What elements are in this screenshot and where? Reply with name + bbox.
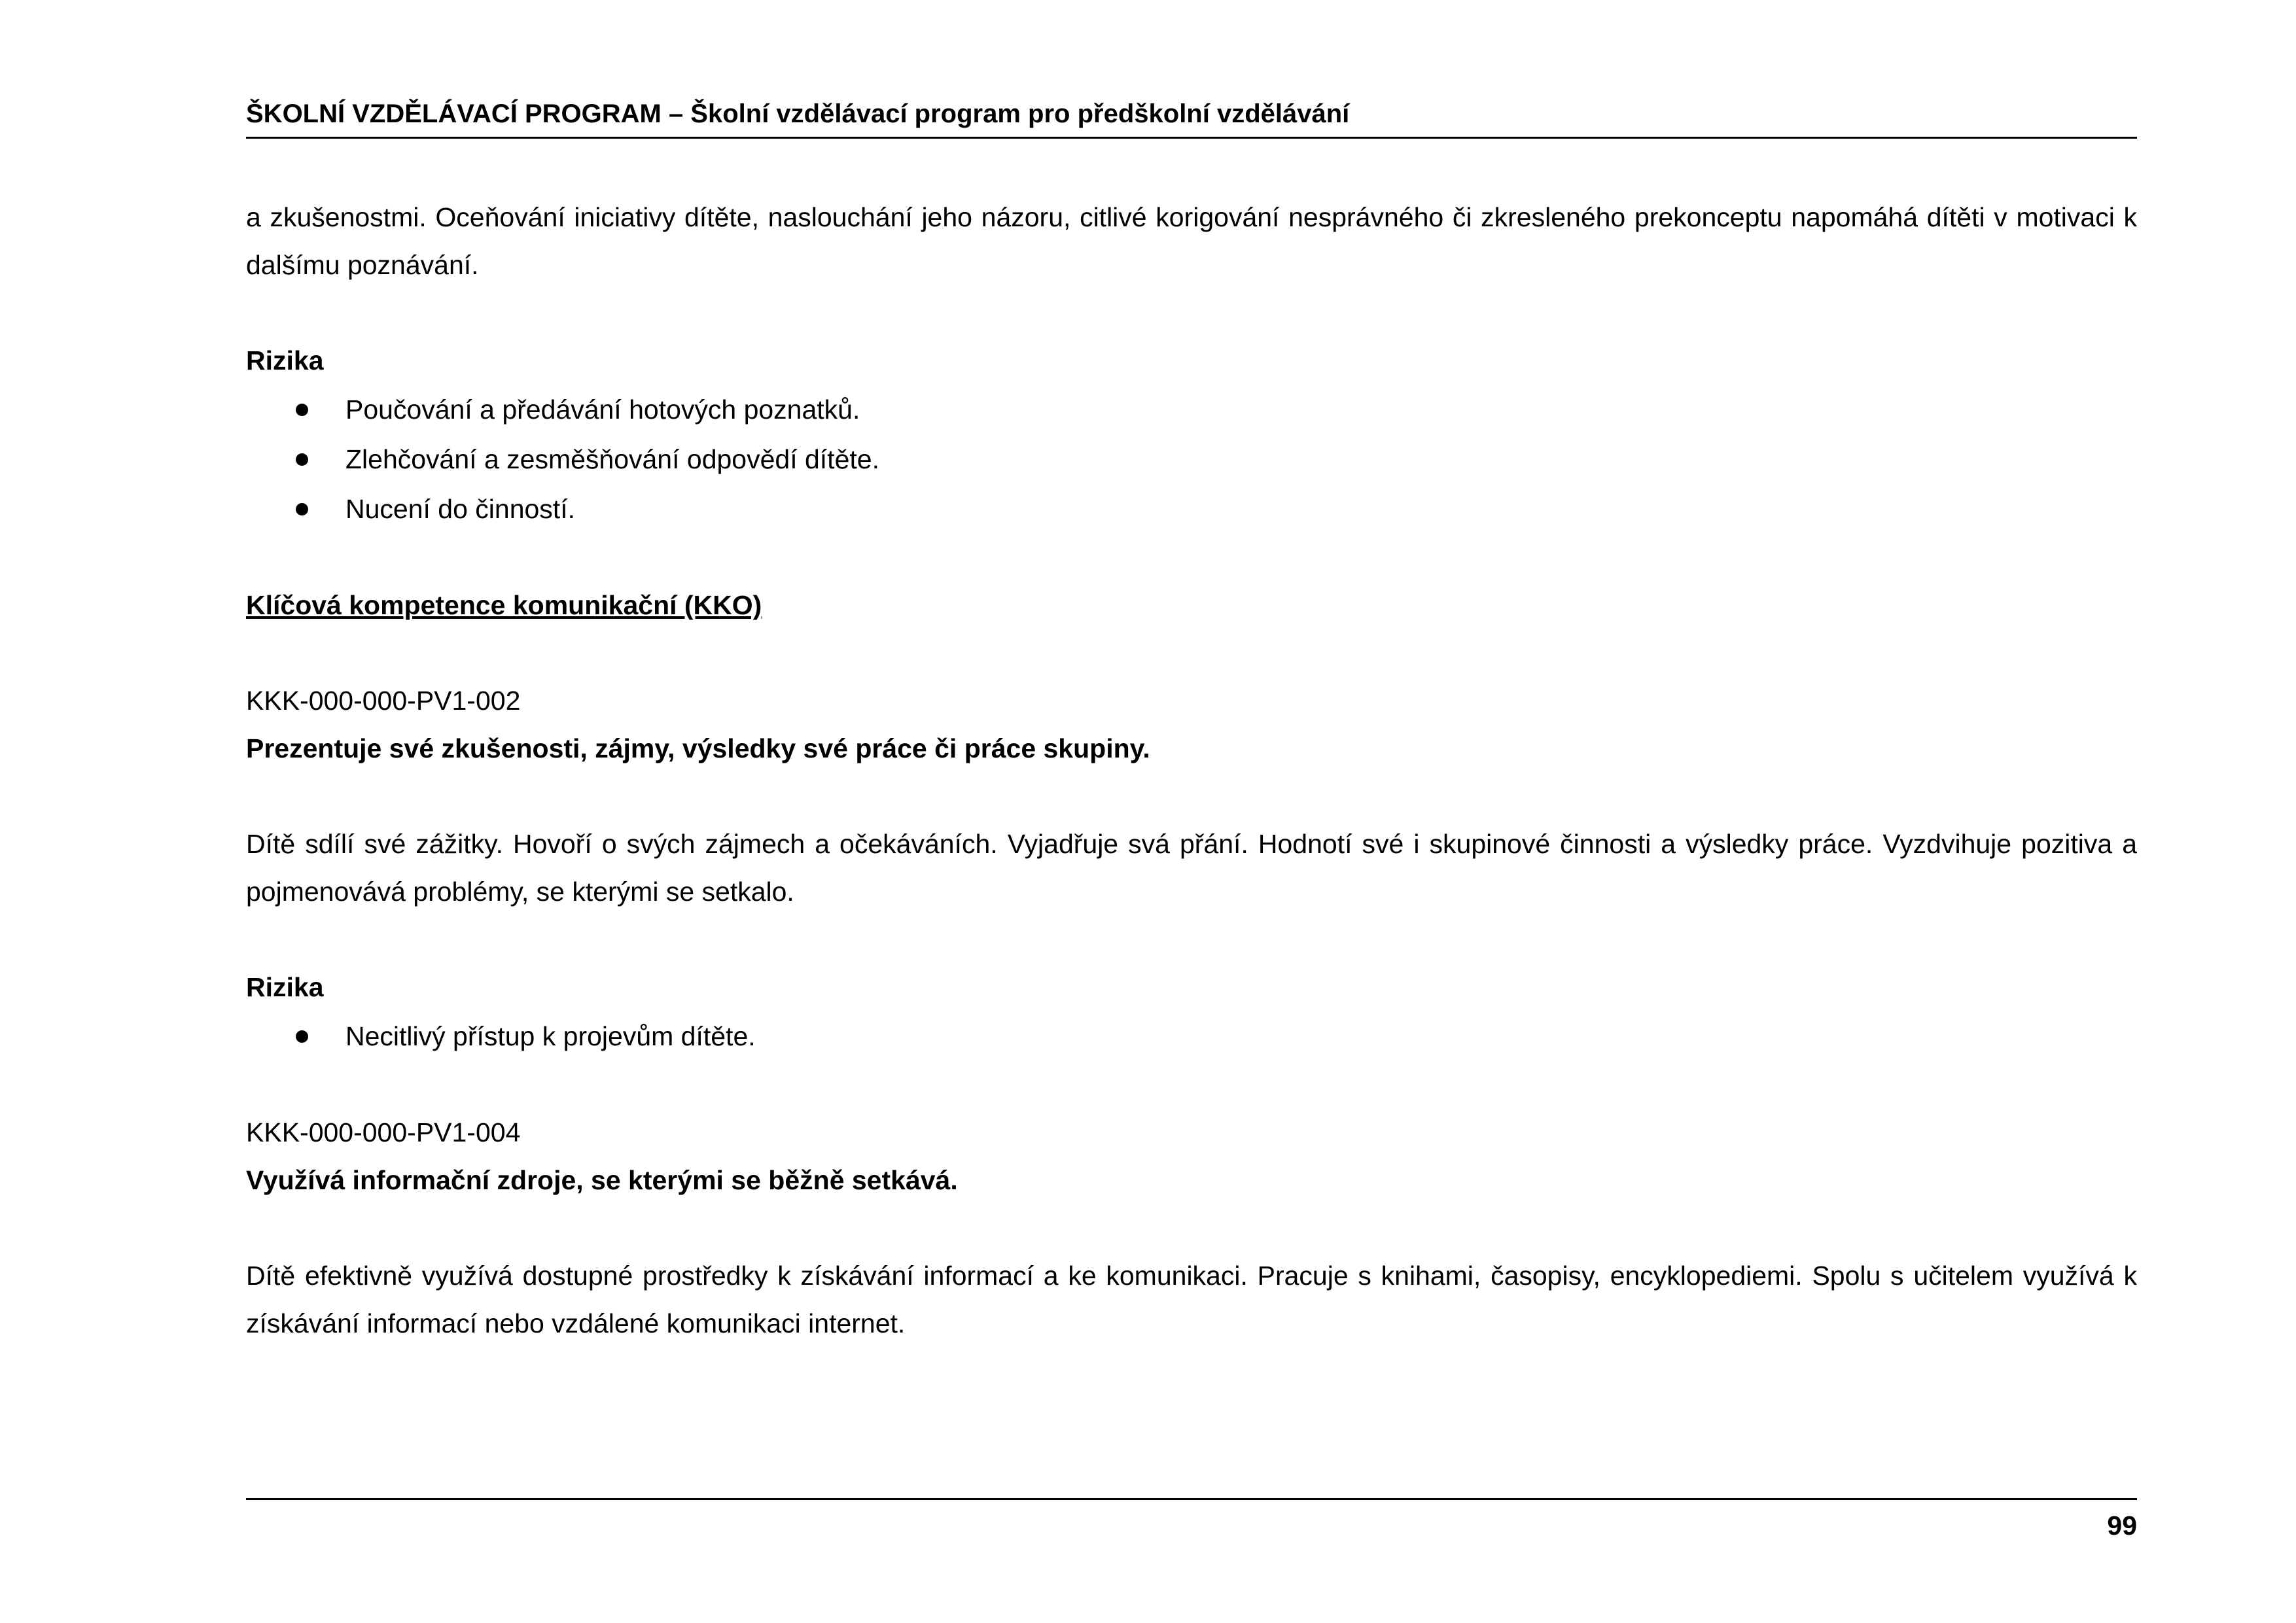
section-heading: Klíčová kompetence komunikační (KKO): [246, 590, 762, 620]
competence-code: KKK-000-000-PV1-004: [246, 1117, 521, 1147]
spacer: [246, 1204, 2137, 1252]
page-header: [246, 96, 2137, 139]
list-item: [246, 385, 2137, 434]
bullet-icon: [296, 503, 308, 515]
competence-title: Využívá informační zdroje, se kterými se běžně setkává.: [246, 1165, 958, 1195]
list-item-text: Necitlivý přístup k projevům dítěte.: [345, 1021, 756, 1051]
list-item: [246, 434, 2137, 484]
spacer: [246, 916, 2137, 964]
page-content: [246, 194, 2137, 1348]
risks-list: [246, 385, 2137, 534]
page-number: 99: [2107, 1510, 2137, 1541]
list-item-text: Zlehčování a zesměšňování odpovědí dítěte.: [345, 444, 879, 474]
intro-paragraph: a zkušenostmi. Oceňování iniciativy dítěte, naslouchání jeho názoru, citlivé korigování nesprávného či zkresleného prekonceptu napomáhá dítěti v motivaci k dalšímu poznávání.: [246, 202, 2137, 280]
list-item-text: Nucení do činností.: [345, 494, 575, 524]
list-item: [246, 1011, 2137, 1061]
competence-code: KKK-000-000-PV1-002: [246, 686, 521, 716]
spacer: [246, 1061, 2137, 1109]
spacer: [246, 534, 2137, 582]
spacer: [246, 289, 2137, 337]
bullet-icon: [296, 453, 308, 466]
list-item: [246, 484, 2137, 534]
risks-list: [246, 1011, 2137, 1061]
competence-description: Dítě efektivně využívá dostupné prostředky k získávání informací a ke komunikaci. Pracuje s knihami, časopisy, encyklopediemi. Spolu s učitelem využívá k získávání informací nebo vzdálené komunikaci internet.: [246, 1261, 2137, 1338]
competence-title: Prezentuje své zkušenosti, zájmy, výsledky své práce či práce skupiny.: [246, 733, 1150, 763]
header-title: ŠKOLNÍ VZDĚLÁVACÍ PROGRAM – Školní vzdělávací program pro předškolní vzdělávání: [246, 99, 1350, 128]
bullet-icon: [296, 404, 308, 416]
page-footer: [246, 1498, 2137, 1541]
spacer: [246, 629, 2137, 677]
list-item-text: Poučování a předávání hotových poznatků.: [345, 394, 860, 425]
spacer: [246, 773, 2137, 820]
competence-description: Dítě sdílí své zážitky. Hovoří o svých zájmech a očekáváních. Vyjadřuje svá přání. Hodnotí své i skupinové činnosti a výsledky práce. Vyzdvihuje pozitiva a pojmenovává problémy, se kterými se setkalo.: [246, 829, 2137, 907]
risks-heading: Rizika: [246, 345, 324, 375]
risks-heading: Rizika: [246, 972, 324, 1002]
bullet-icon: [296, 1030, 308, 1043]
